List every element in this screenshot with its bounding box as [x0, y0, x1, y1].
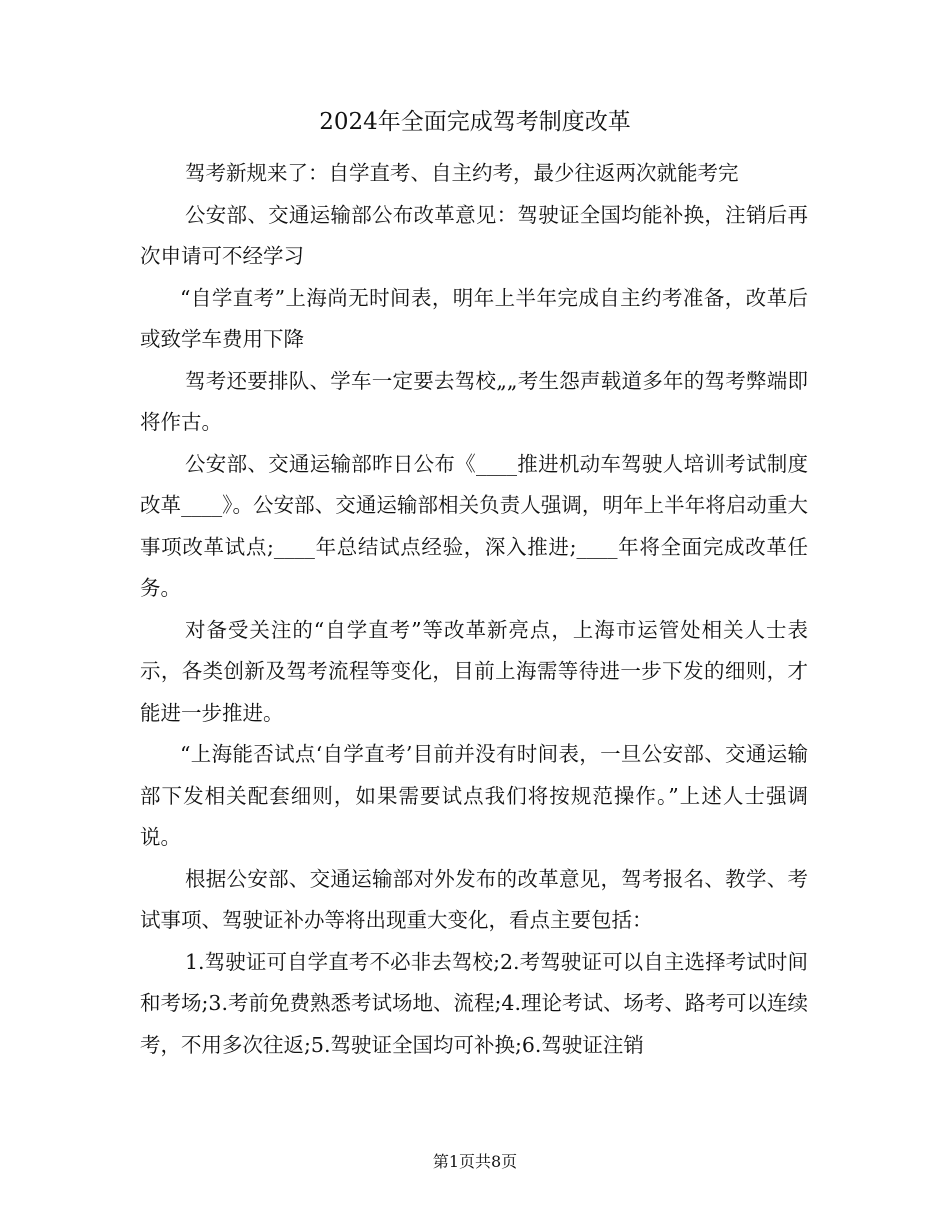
paragraph-3: “自学直考”上海尚无时间表，明年上半年完成自主约考准备，改革后或致学车费用下降 — [140, 285, 808, 351]
page-footer: 第1页共8页 — [432, 1152, 518, 1171]
paragraph-9: 1.驾驶证可自学直考不必非去驾校;2.考驾驶证可以自主选择考试时间和考场;3.考前免费熟悉考试场地、流程;4.理论考试、场考、路考可以连续考，不用多次往返;5.驾驶证全国均可补换;6.驾驶证注销 — [140, 949, 808, 1057]
paragraph-4: 驾考还要排队、学车一定要去驾校„„考生怨声载道多年的驾考弊端即将作古。 — [140, 368, 808, 434]
paragraph-2: 公安部、交通运输部公布改革意见：驾驶证全国均能补换，注销后再次申请可不经学习 — [140, 202, 808, 268]
paragraph-1: 驾考新规来了：自学直考、自主约考，最少往返两次就能考完 — [185, 161, 739, 185]
paragraph-7: “上海能否试点‘自学直考’目前并没有时间表，一旦公安部、交通运输部下发相关配套细则，如果需要试点我们将按规范操作。”上述人士强调说。 — [140, 742, 808, 849]
document-body — [140, 153, 808, 1066]
paragraph-5: 公安部、交通运输部昨日公布《____推进机动车驾驶人培训考试制度改革____》。公安部、交通运输部相关负责人强调，明年上半年将启动重大事项改革试点;____年总结试点经验，深入推进;____年将全面完成改革任务。 — [140, 451, 808, 600]
paragraph-6: 对备受关注的“自学直考”等改革新亮点，上海市运管处相关人士表示，各类创新及驾考流程等变化，目前上海需等待进一步下发的细则，才能进一步推进。 — [140, 617, 808, 725]
document-title: 2024年全面完成驾考制度改革 — [319, 109, 631, 135]
paragraph-8: 根据公安部、交通运输部对外发布的改革意见，驾考报名、教学、考试事项、驾驶证补办等将出现重大变化，看点主要包括： — [140, 866, 808, 932]
